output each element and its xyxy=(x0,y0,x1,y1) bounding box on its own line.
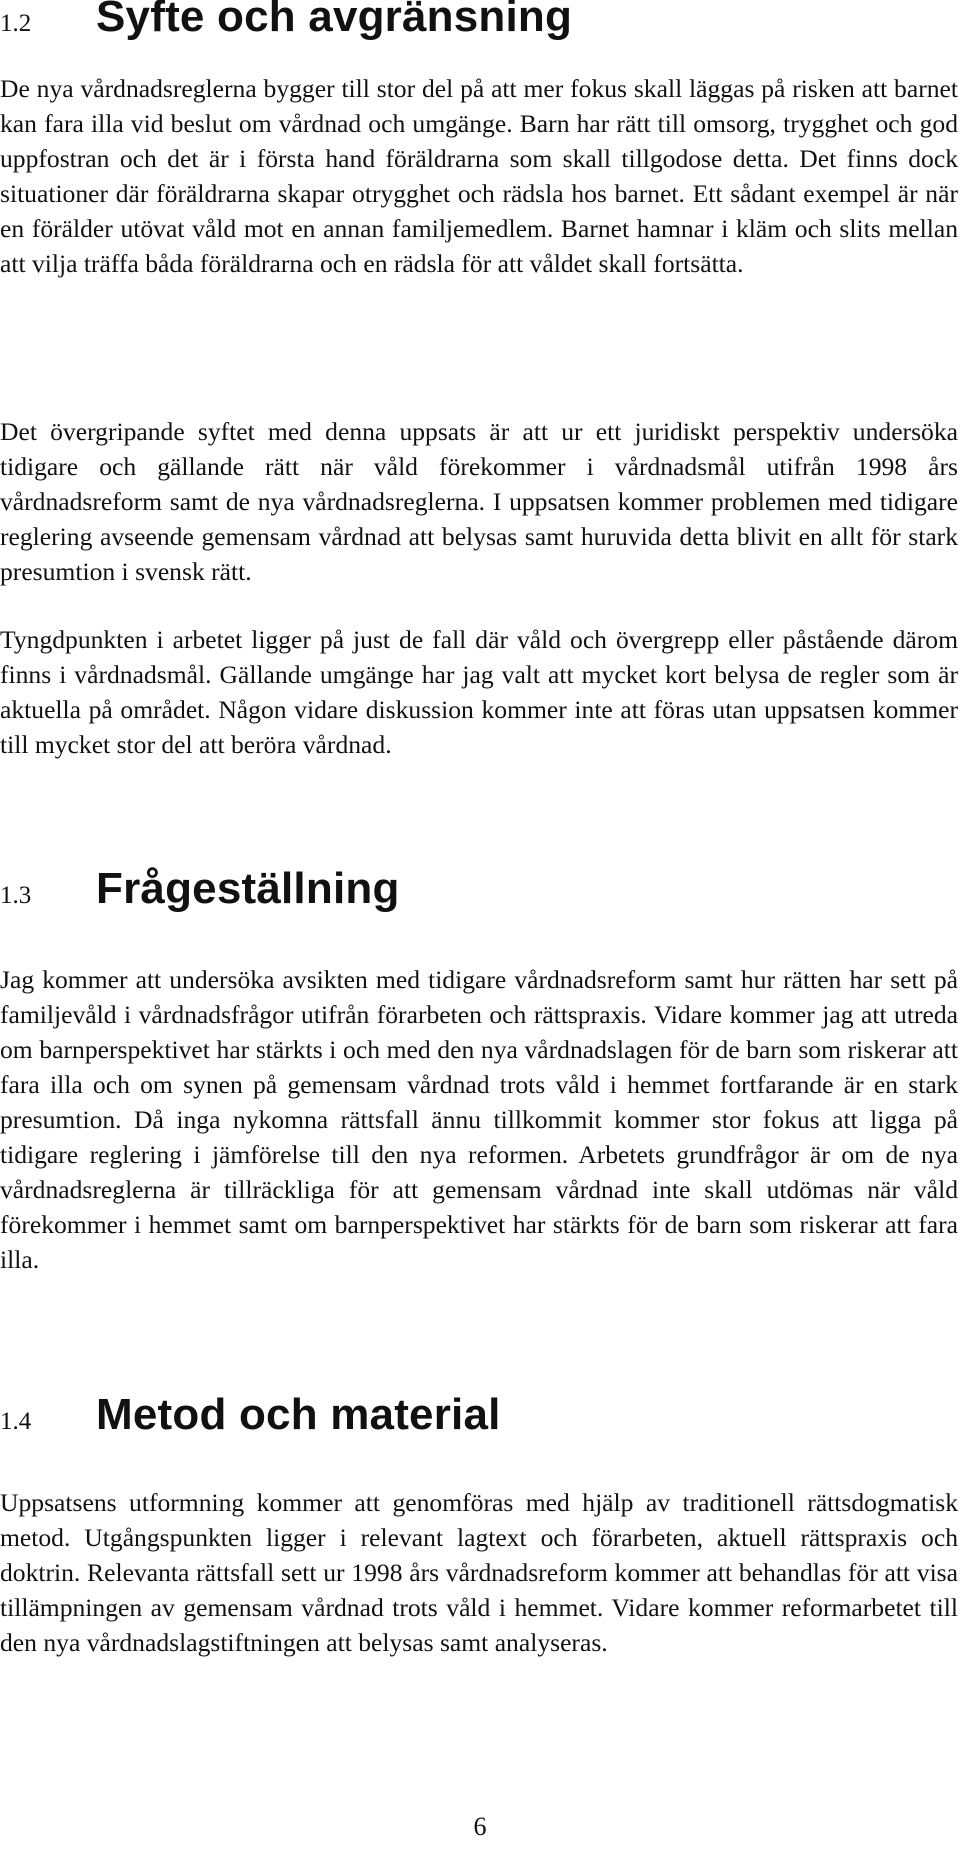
section-number: 1.2 xyxy=(0,10,32,37)
paragraph: De nya vårdnadsreglerna bygger till stor del på att mer fokus skall läggas på risken att barnet kan fara illa vid beslut om vårdnad och umgänge. Barn har rätt till omsorg, trygghet och god uppfostran och det är i första hand föräldrarna som skall tillgodose detta. Det finns dock situationer där föräldrarna skapar otrygghet och rädsla hos barnet. Ett sådant exempel är när en förälder utövat våld mot en annan familjemedlem. Barnet hamnar i kläm och slits mellan att vilja träffa båda föräldrarna och en rädsla för att våldet skall fortsätta. xyxy=(0,74,958,278)
paragraph: Uppsatsens utformning kommer att genomföras med hjälp av traditionell rättsdogmatisk metod. Utgångspunkten ligger i relevant lagtext och förarbeten, aktuell rättspraxis och doktrin. Relevanta rättsfall sett ur 1998 års vårdnadsreform kommer att behandlas för att visa tillämpningen av gemensam vårdnad trots våld i hemmet. Vidare kommer reformarbetet till den nya vårdnadslagstiftningen att belysas samt analyseras. xyxy=(0,1488,958,1657)
section-number: 1.4 xyxy=(0,1408,32,1435)
paragraph: Tyngdpunkten i arbetet ligger på just de fall där våld och övergrepp eller påstående därom finns i vårdnadsmål. Gällande umgänge har jag valt att mycket kort belysa de regler som är aktuella på området. Någon vidare diskussion kommer inte att föras utan uppsatsen kommer till mycket stor del att beröra vårdnad. xyxy=(0,625,958,759)
section-heading-metod xyxy=(0,1390,501,1440)
section-title: Metod och material xyxy=(96,1390,501,1439)
section-heading-syfte xyxy=(0,0,572,42)
paragraph: Jag kommer att undersöka avsikten med tidigare vårdnadsreform samt hur rätten har sett på familjevåld i vårdnadsfrågor utifrån förarbeten och rättspraxis. Vidare kommer jag att utreda om barnperspektivet har stärkts i och med den nya vårdnadslagen för de barn som riskerar att fara illa och om synen på gemensam vårdnad trots våld i hemmet fortfarande är en stark presumtion. Då inga nykomna rättsfall ännu tillkommit kommer stor fokus att ligga på tidigare reglering i jämförelse till den nya reformen. Arbetets grundfrågor är om de nya vårdnadsreglerna är tillräckliga för att gemensam vårdnad inte skall utdömas när våld förekommer i hemmet samt om barnperspektivet har stärkts för de barn som riskerar att fara illa. xyxy=(0,965,958,1274)
section-title: Syfte och avgränsning xyxy=(96,0,573,41)
section-number: 1.3 xyxy=(0,882,32,909)
section-heading-fragestallning xyxy=(0,864,400,914)
page-number: 6 xyxy=(473,1812,487,1841)
paragraph: Det övergripande syftet med denna uppsats är att ur ett juridiskt perspektiv undersöka tidigare och gällande rätt när våld förekommer i vårdnadsmål utifrån 1998 års vårdnadsreform samt de nya vårdnadsreglerna. I uppsatsen kommer problemen med tidigare reglering avseende gemensam vårdnad att belysas samt huruvida detta blivit en allt för stark presumtion i svensk rätt. xyxy=(0,417,958,586)
section-title: Frågeställning xyxy=(96,864,400,913)
